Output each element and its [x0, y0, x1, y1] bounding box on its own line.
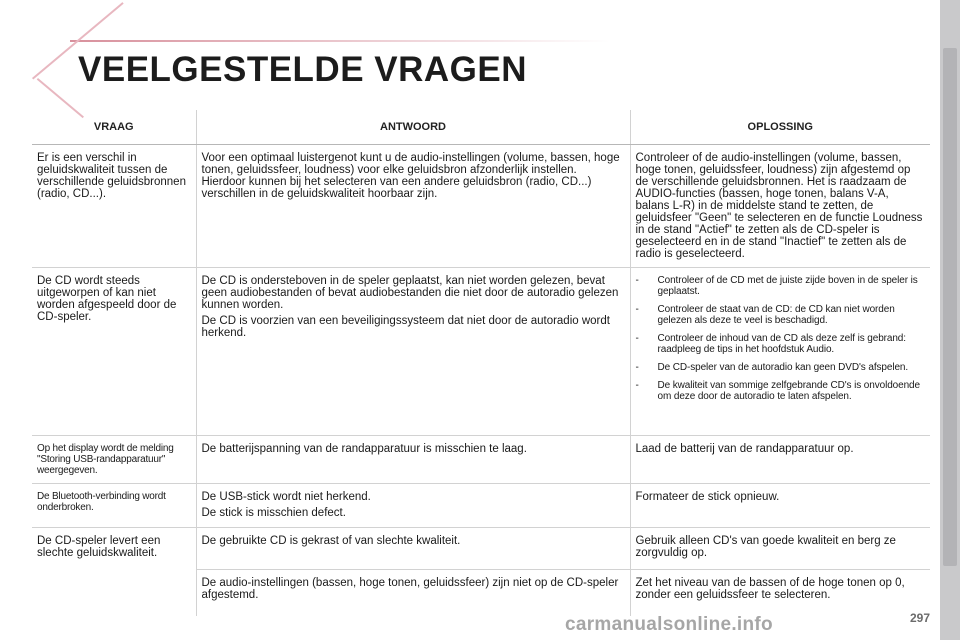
question-text: De Bluetooth-verbinding wordt onderbroken. [37, 491, 166, 513]
question-text: Op het display wordt de melding "Storing USB-randapparatuur" weergegeven. [37, 443, 174, 476]
solution-cell [630, 484, 930, 528]
question-text: De CD-speler levert een slechte geluidskwaliteit. [37, 535, 161, 559]
table-row [32, 145, 930, 268]
answer-text: De gebruikte CD is gekrast of van slechte kwaliteit. [201, 535, 461, 547]
answer-cell [196, 484, 630, 528]
question-cell [32, 484, 196, 528]
sidebar-tab [943, 48, 957, 566]
answer-text: Voor een optimaal luistergenot kunt u de audio-instellingen (volume, bassen, hoge tonen, geluidssfeer, loudness) voor elke geluidsbron afzonderlijk instellen. Hierdoor kunnen bij het selecteren van een andere geluidsbron (radio, CD...) verschillen in de geluidskwaliteit hoorbaar zijn. [201, 152, 620, 200]
solution-cell [630, 268, 930, 436]
question-text: De CD wordt steeds uitgeworpen of kan niet worden afgespeeld door de CD-speler. [37, 275, 177, 323]
page-title: VEELGESTELDE VRAGEN [78, 50, 528, 89]
solution-text: Gebruik alleen CD's van goede kwaliteit en berg ze zorgvuldig op. [635, 535, 896, 559]
solution-text: Laad de batterij van de randapparatuur op. [635, 443, 854, 455]
solution-cell [630, 570, 930, 616]
answer-cell [196, 436, 630, 484]
table-row [32, 484, 930, 528]
question-cell [32, 570, 196, 616]
solution-cell [630, 145, 930, 268]
watermark: carmanualsonline.info [565, 614, 773, 635]
header-solution: OPLOSSING [630, 110, 930, 145]
table-row [32, 570, 930, 616]
solution-text: Formateer de stick opnieuw. [635, 491, 780, 503]
table-row [32, 436, 930, 484]
solution-text: Zet het niveau van de bassen of de hoge tonen op 0, zonder een geluidssfeer te selecteren. [635, 577, 905, 601]
answer-text: De stick is misschien defect. [201, 507, 346, 519]
answer-cell [196, 145, 630, 268]
header-question: VRAAG [32, 110, 196, 145]
solution-cell [630, 436, 930, 484]
solution-checklist [636, 275, 925, 402]
question-cell [32, 528, 196, 570]
answer-cell [196, 528, 630, 570]
table-row [32, 528, 930, 570]
question-cell [32, 268, 196, 436]
list-item: - De kwaliteit van sommige zelfgebrande CD's is onvoldoende om deze door de autoradio te laten afspelen. [636, 380, 925, 402]
answer-cell [196, 570, 630, 616]
list-item: - De CD-speler van de autoradio kan geen DVD's afspelen. [636, 362, 925, 373]
question-text: Er is een verschil in geluidskwaliteit tussen de verschillende geluidsbronnen (radio, CD...). [37, 152, 186, 200]
answer-text: De CD is voorzien van een beveiligingssysteem dat niet door de autoradio wordt herkend. [201, 315, 610, 339]
faq-table-container [32, 110, 930, 616]
list-item: - Controleer of de CD met de juiste zijde boven in de speler is geplaatst. [636, 275, 925, 297]
question-cell [32, 145, 196, 268]
table-row [32, 268, 930, 436]
answer-cell [196, 268, 630, 436]
list-item: - Controleer de inhoud van de CD als deze zelf is gebrand: raadpleeg de tips in het hoofdstuk Audio. [636, 333, 925, 355]
header-rule [70, 40, 610, 42]
answer-text: De CD is ondersteboven in de speler geplaatst, kan niet worden gelezen, bevat geen audiobestanden of bevat audiobestanden die niet door de autoradio gelezen kunnen worden. [201, 275, 619, 311]
page-number: 297 [909, 611, 930, 625]
question-cell [32, 436, 196, 484]
header-answer: ANTWOORD [196, 110, 630, 145]
solution-cell [630, 528, 930, 570]
answer-text: De batterijspanning van de randapparatuur is misschien te laag. [201, 443, 527, 455]
answer-text: De USB-stick wordt niet herkend. [201, 491, 371, 503]
answer-text: De audio-instellingen (bassen, hoge tonen, geluidssfeer) zijn niet op de CD-speler afgestemd. [201, 577, 619, 601]
faq-table [32, 110, 930, 616]
table-header-row [32, 110, 930, 145]
solution-text: Controleer of de audio-instellingen (volume, bassen, hoge tonen, geluidssfeer, loudness) zijn afgestemd op de verschillende geluidsbronnen. Het is raadzaam de AUDIO-functies (bassen, hoge tonen, balans V-A, balans L-R) in de middelste stand te zetten, de geluidsfeer "Geen" te selecteren en de functie Loudness in de stand "Actief" te zetten als de CD-speler is geselecteerd en in de stand "Inactief" te zetten als de radio is geselecteerd. [635, 152, 923, 260]
list-item: - Controleer de staat van de CD: de CD kan niet worden gelezen als deze te veel is beschadigd. [636, 304, 925, 326]
page-sidebar [940, 0, 960, 640]
